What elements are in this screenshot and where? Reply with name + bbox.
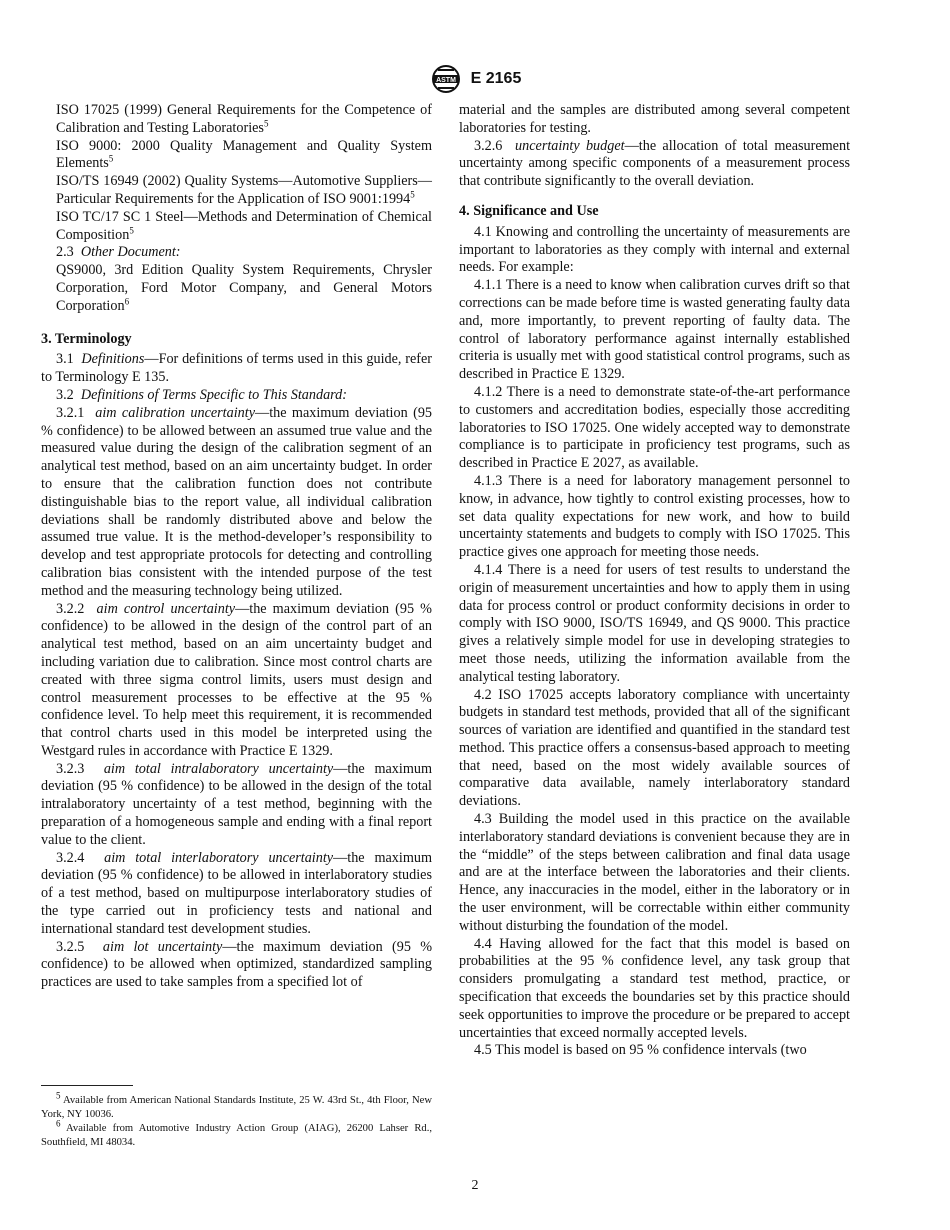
astm-logo-icon bbox=[429, 64, 463, 94]
left-column bbox=[41, 102, 432, 992]
right-column bbox=[459, 102, 850, 1060]
reference-iso-tc17: ISO TC/17 SC 1 Steel—Methods and Determination of Chemical Composition$^5$ bbox=[56, 208, 432, 243]
continued-text: material and the samples are distributed among several competent laboratories for testing. bbox=[459, 102, 850, 136]
section-3-heading: 3. Terminology bbox=[41, 330, 132, 347]
section-3-2-4: 3.2.4 aim total interlaboratory uncertainty—the maximum deviation (95 % confidence) to be allowed in interlaboratory studies of a test method, based on multipurpose interlaboratory studies of the type carried out in proficiency tests and national and international standard test development studies. bbox=[41, 849, 432, 937]
section-2-3: 2.3 Other Document: bbox=[56, 244, 181, 261]
section-4-3: 4.3 Building the model used in this practice on the available interlaboratory standard deviations is convenient because they are in the “middle” of the steps between calibration and final data usage and are at the interface between the laboratories and their clients. Hence, any inaccuracies in the model, either in the laboratory or in the user environment, will be correctable within either community without disturbing the foundation of the model. bbox=[459, 811, 850, 934]
document-id: E 2165 bbox=[470, 70, 522, 87]
section-3-2-6: 3.2.6 uncertainty budget—the allocation of total measurement uncertainty among specific components of a measurement process that contribute significantly to the overall deviation. bbox=[459, 137, 851, 190]
section-4-1-1: 4.1.1 There is a need to know when calibration curves drift so that corrections can be made before time is wasted generating faulty data and, more importantly, to prevent reporting of faulty data. The control of laboratory performance against internally established criteria is usually met with good statistical control programs, such as described in Practice E 1329. bbox=[459, 277, 850, 383]
section-4-heading: 4. Significance and Use bbox=[459, 202, 599, 219]
reference-qs9000: QS9000, 3rd Edition Quality System Requirements, Chrysler Corporation, Ford Motor Company, and General Motors Corporation$^6$ bbox=[56, 262, 432, 314]
section-3-2-2: 3.2.2 aim control uncertainty—the maximum deviation (95 % confidence) to be allowed in the design of the control part of an analytical test method, based on an aim uncertainty budget and including variation due to calibration. Since most control charts are created with three sigma control limits, users must design and control measurement processes to be effective at the 95 % confidence level. To help meet this requirement, it is recommended that control charts used in this model be interpreted using the Westgard rules in accordance with Practice E 1329. bbox=[41, 600, 432, 759]
footnote-5: $^5$ Available from American National Standards Institute, 25 W. 43rd St., 4th Floor, New York, NY 10036. bbox=[41, 1090, 432, 1120]
section-4-4: 4.4 Having allowed for the fact that this model is based on probabilities at the 95 % confidence level, any task group that considers promulgating a standard test method, practice, or specification that exceeds the boundaries set by this practice should seek opportunities to improve the procedure or be prepared to accept uncertainties that exceed normally accepted levels. bbox=[459, 935, 850, 1041]
reference-iso-17025: ISO 17025 (1999) General Requirements for the Competence of Calibration and Testing Laboratories$^5$ bbox=[56, 102, 432, 136]
section-4-1-3: 4.1.3 There is a need for laboratory management personnel to know, in advance, how tightly to control existing processes, how to set data quality expectations for new work, and how to build uncertainty statements and budgets to comply with ISO 17025. This practice gives one approach for meeting those needs. bbox=[459, 472, 850, 561]
footnotes bbox=[41, 1090, 432, 1150]
footnote-6: $^6$ Available from Automotive Industry Action Group (AIAG), 26200 Lahser Rd., Southfield, MI 48034. bbox=[41, 1118, 432, 1148]
section-4-1-4: 4.1.4 There is a need for users of test results to understand the origin of measurement uncertainties and how to apply them in using data for process control or product conformity decisions in order to comply with ISO 9000, ISO/TS 16949, and QS 9000. This practice gives a relatively simple model for use in developing strategies to meet those needs, utilizing the information available from the analytical testing laboratory. bbox=[459, 561, 850, 685]
section-3-2: 3.2 Definitions of Terms Specific to This Standard: bbox=[56, 386, 347, 403]
section-4-1-2: 4.1.2 There is a need to demonstrate state-of-the-art performance to customers and accreditation bodies, especially those accrediting laboratories to ISO 17025. One widely accepted way to demonstrate compliance is to participate in proficiency test programs, such as described in Practice E 2027, as available. bbox=[459, 383, 850, 472]
reference-iso-ts-16949: ISO/TS 16949 (2002) Quality Systems—Automotive Suppliers—Particular Requirements for the Application of ISO 9001:1994$^5$ bbox=[56, 173, 432, 207]
section-3-2-1: 3.2.1 aim calibration uncertainty—the maximum deviation (95 % confidence) to be allowed between an assumed true value and the measured value during the design of the calibration segment of an analytical test method, based on an aim uncertainty budget. In order to ensure that the calibration function does not contribute distinguishable bias to the report value, all individual calibration deviations shall be randomly distributed above and below the assumed true value. It is the method-developer’s responsibility to develop and test appropriate protocols for detecting and controlling calibration bias consistent with the intended purpose of the test method and the measuring technology being utilized. bbox=[41, 404, 433, 599]
page-number: 2 bbox=[471, 1178, 479, 1193]
section-4-2: 4.2 ISO 17025 accepts laboratory compliance with uncertainty budgets in standard test methods, provided that all of the significant sources of variation are identified and quantified in the standard test method. This practice offers a consensus-based approach to meeting that need, based on the most widely available sources of comparative data available, namely interlaboratory standard deviations. bbox=[459, 686, 850, 810]
reference-iso-9000: ISO 9000: 2000 Quality Management and Quality System Elements$^5$ bbox=[56, 137, 432, 172]
section-3-2-5: 3.2.5 aim lot uncertainty—the maximum deviation (95 % confidence) to be allowed when optimized, standardized sampling practices are used to take samples from a specified lot of bbox=[41, 938, 433, 991]
svg-text:ASTM: ASTM bbox=[435, 77, 456, 84]
page-header bbox=[0, 64, 950, 94]
section-4-5: 4.5 This model is based on 95 % confidence intervals (two bbox=[474, 1042, 807, 1059]
footnote-divider bbox=[41, 1085, 133, 1086]
section-3-1: 3.1 Definitions—For definitions of terms used in this guide, refer to Terminology E 135. bbox=[41, 351, 433, 386]
section-3-2-3: 3.2.3 aim total intralaboratory uncertainty—the maximum deviation (95 % confidence) to be allowed in the design of the total intralaboratory uncertainty of a test method, beginning with the preparation of a homogeneous sample and ending with a final report value to the client. bbox=[41, 760, 432, 848]
section-4-1: 4.1 Knowing and controlling the uncertainty of measurements are important to laboratories as they comply with internal and external needs. For example: bbox=[459, 223, 850, 276]
